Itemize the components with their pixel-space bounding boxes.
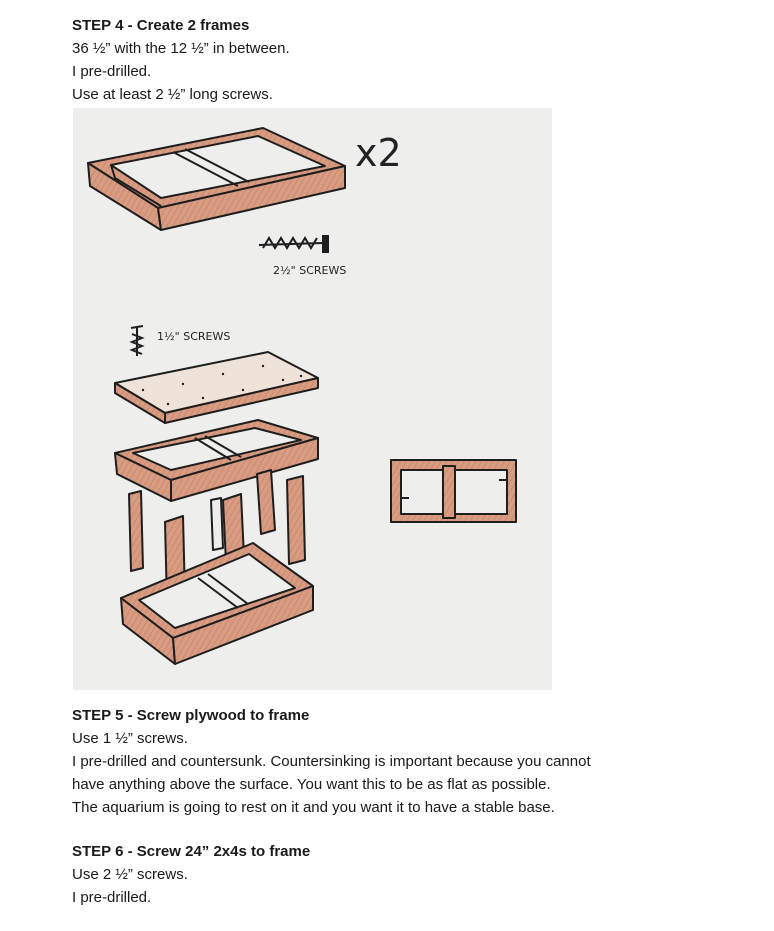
step-6-line-2: I pre-drilled. — [72, 889, 152, 906]
step-4-line-3: Use at least 2 ½” long screws. — [72, 86, 273, 103]
plywood-sheet-drawing — [115, 352, 318, 423]
short-screw-label: 1½" SCREWS — [157, 330, 231, 343]
assembly-sketch-image — [73, 108, 552, 690]
step-6-heading: STEP 6 - Screw 24” 2x4s to frame — [72, 843, 311, 860]
step-4-section — [72, 14, 752, 106]
bottom-frame-drawing — [121, 543, 313, 664]
step-4-line-1: 36 ½” with the 12 ½” in between. — [72, 40, 290, 57]
top-frame-drawing — [88, 128, 345, 230]
step-6-line-1: Use 2 ½” screws. — [72, 866, 188, 883]
step-5-line-3: have anything above the surface. You want this to be as flat as possible. — [72, 776, 551, 793]
step-5-line-4: The aquarium is going to rest on it and you want it to have a stable base. — [72, 799, 555, 816]
multiplier-label: x2 — [355, 131, 402, 175]
step-5-heading: STEP 5 - Screw plywood to frame — [72, 707, 310, 724]
long-screw-drawing — [259, 236, 328, 252]
step-5-section — [72, 704, 752, 819]
step-5-line-2: I pre-drilled and countersunk. Countersinking is important because you cannot — [72, 753, 591, 770]
side-view-frame-drawing — [391, 460, 516, 522]
long-screw-label: 2½" SCREWS — [273, 264, 347, 277]
step-4-heading: STEP 4 - Create 2 frames — [72, 17, 250, 34]
step-4-line-2: I pre-drilled. — [72, 63, 152, 80]
short-screw-drawing — [131, 326, 143, 356]
step-6-section — [72, 840, 752, 909]
step-5-line-1: Use 1 ½” screws. — [72, 730, 188, 747]
